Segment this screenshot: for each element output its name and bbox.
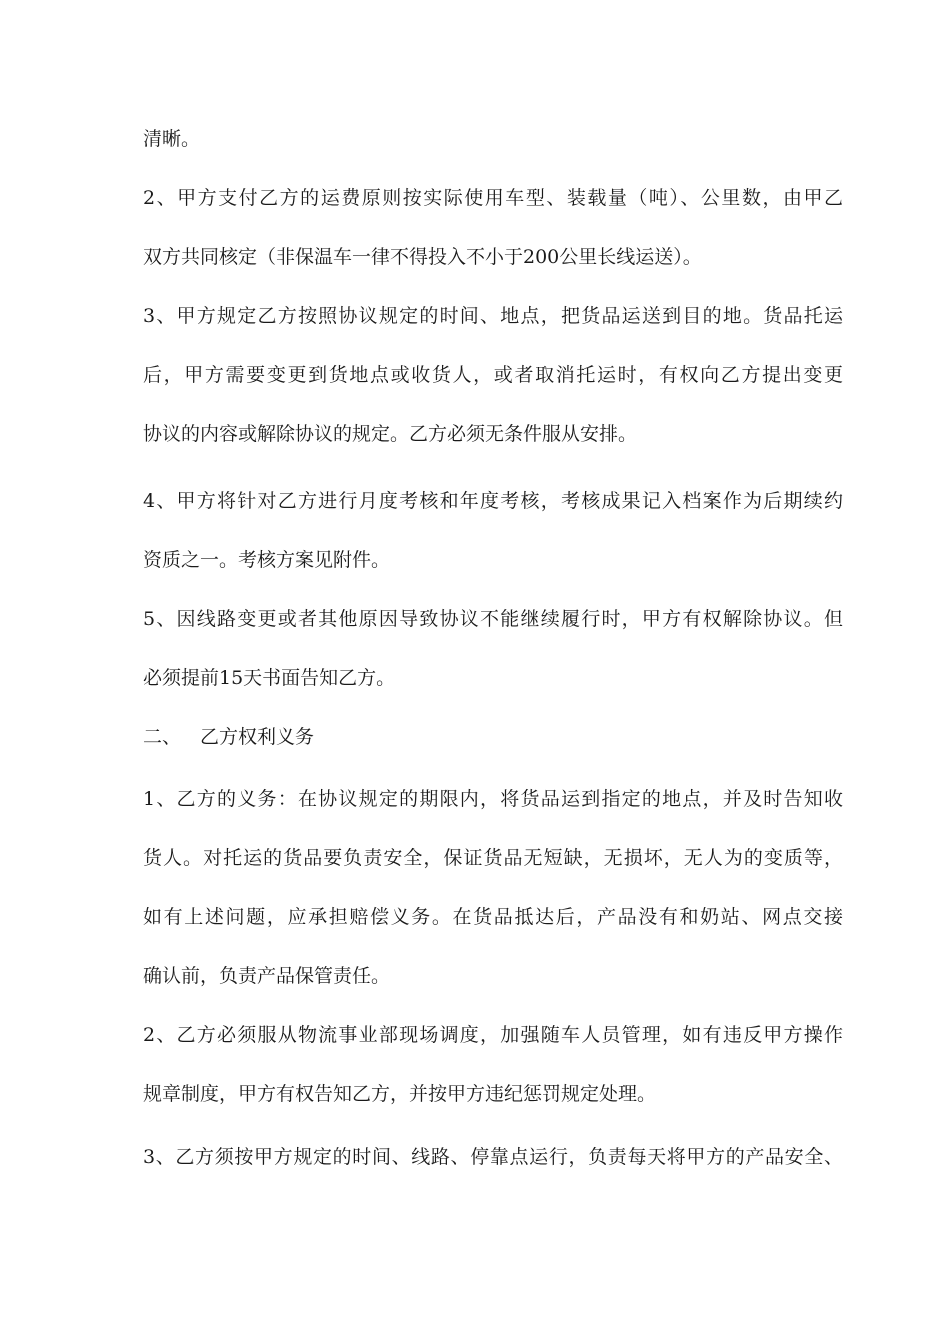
text-line-16: 2、乙方必须服从物流事业部现场调度，加强随车人员管理，如有违反甲方操作 xyxy=(143,1024,843,1046)
section-heading xyxy=(143,725,843,749)
section-heading-number: 二、 xyxy=(143,726,182,748)
text-line-13: 货人。对托运的货品要负责安全，保证货品无短缺，无损坏，无人为的变质等， xyxy=(143,847,843,869)
text-line-18: 3、乙方须按甲方规定的时间、线路、停靠点运行，负责每天将甲方的产品安全、 xyxy=(143,1146,843,1168)
text-line-4: 3、甲方规定乙方按照协议规定的时间、地点，把货品运送到目的地。货品托运 xyxy=(143,305,843,327)
text-line-5: 后，甲方需要变更到货地点或收货人，或者取消托运时，有权向乙方提出变更 xyxy=(143,364,843,386)
text-line-14: 如有上述问题，应承担赔偿义务。在货品抵达后，产品没有和奶站、网点交接 xyxy=(143,906,843,928)
text-line-7: 4、甲方将针对乙方进行月度考核和年度考核，考核成果记入档案作为后期续约 xyxy=(143,490,843,512)
text-line-12: 1、乙方的义务：在协议规定的期限内，将货品运到指定的地点，并及时告知收 xyxy=(143,788,843,810)
text-line-6: 协议的内容或解除协议的规定。乙方必须无条件服从安排。 xyxy=(143,423,638,445)
section-heading-title: 乙方权利义务 xyxy=(200,726,315,748)
text-line-15: 确认前，负责产品保管责任。 xyxy=(143,965,391,987)
text-line-17: 规章制度，甲方有权告知乙方，并按甲方违纪惩罚规定处理。 xyxy=(143,1083,657,1105)
text-line-1: 清晰。 xyxy=(143,128,201,150)
text-line-2: 2、甲方支付乙方的运费原则按实际使用车型、装载量（吨）、公里数，由甲乙 xyxy=(143,187,843,209)
text-line-3: 双方共同核定（非保温车一律不得投入不小于200公里长线运送）。 xyxy=(143,246,702,268)
text-line-8: 资质之一。考核方案见附件。 xyxy=(143,549,391,571)
text-line-9: 5、因线路变更或者其他原因导致协议不能继续履行时，甲方有权解除协议。但 xyxy=(143,608,843,630)
text-line-10: 必须提前15天书面告知乙方。 xyxy=(143,667,396,689)
